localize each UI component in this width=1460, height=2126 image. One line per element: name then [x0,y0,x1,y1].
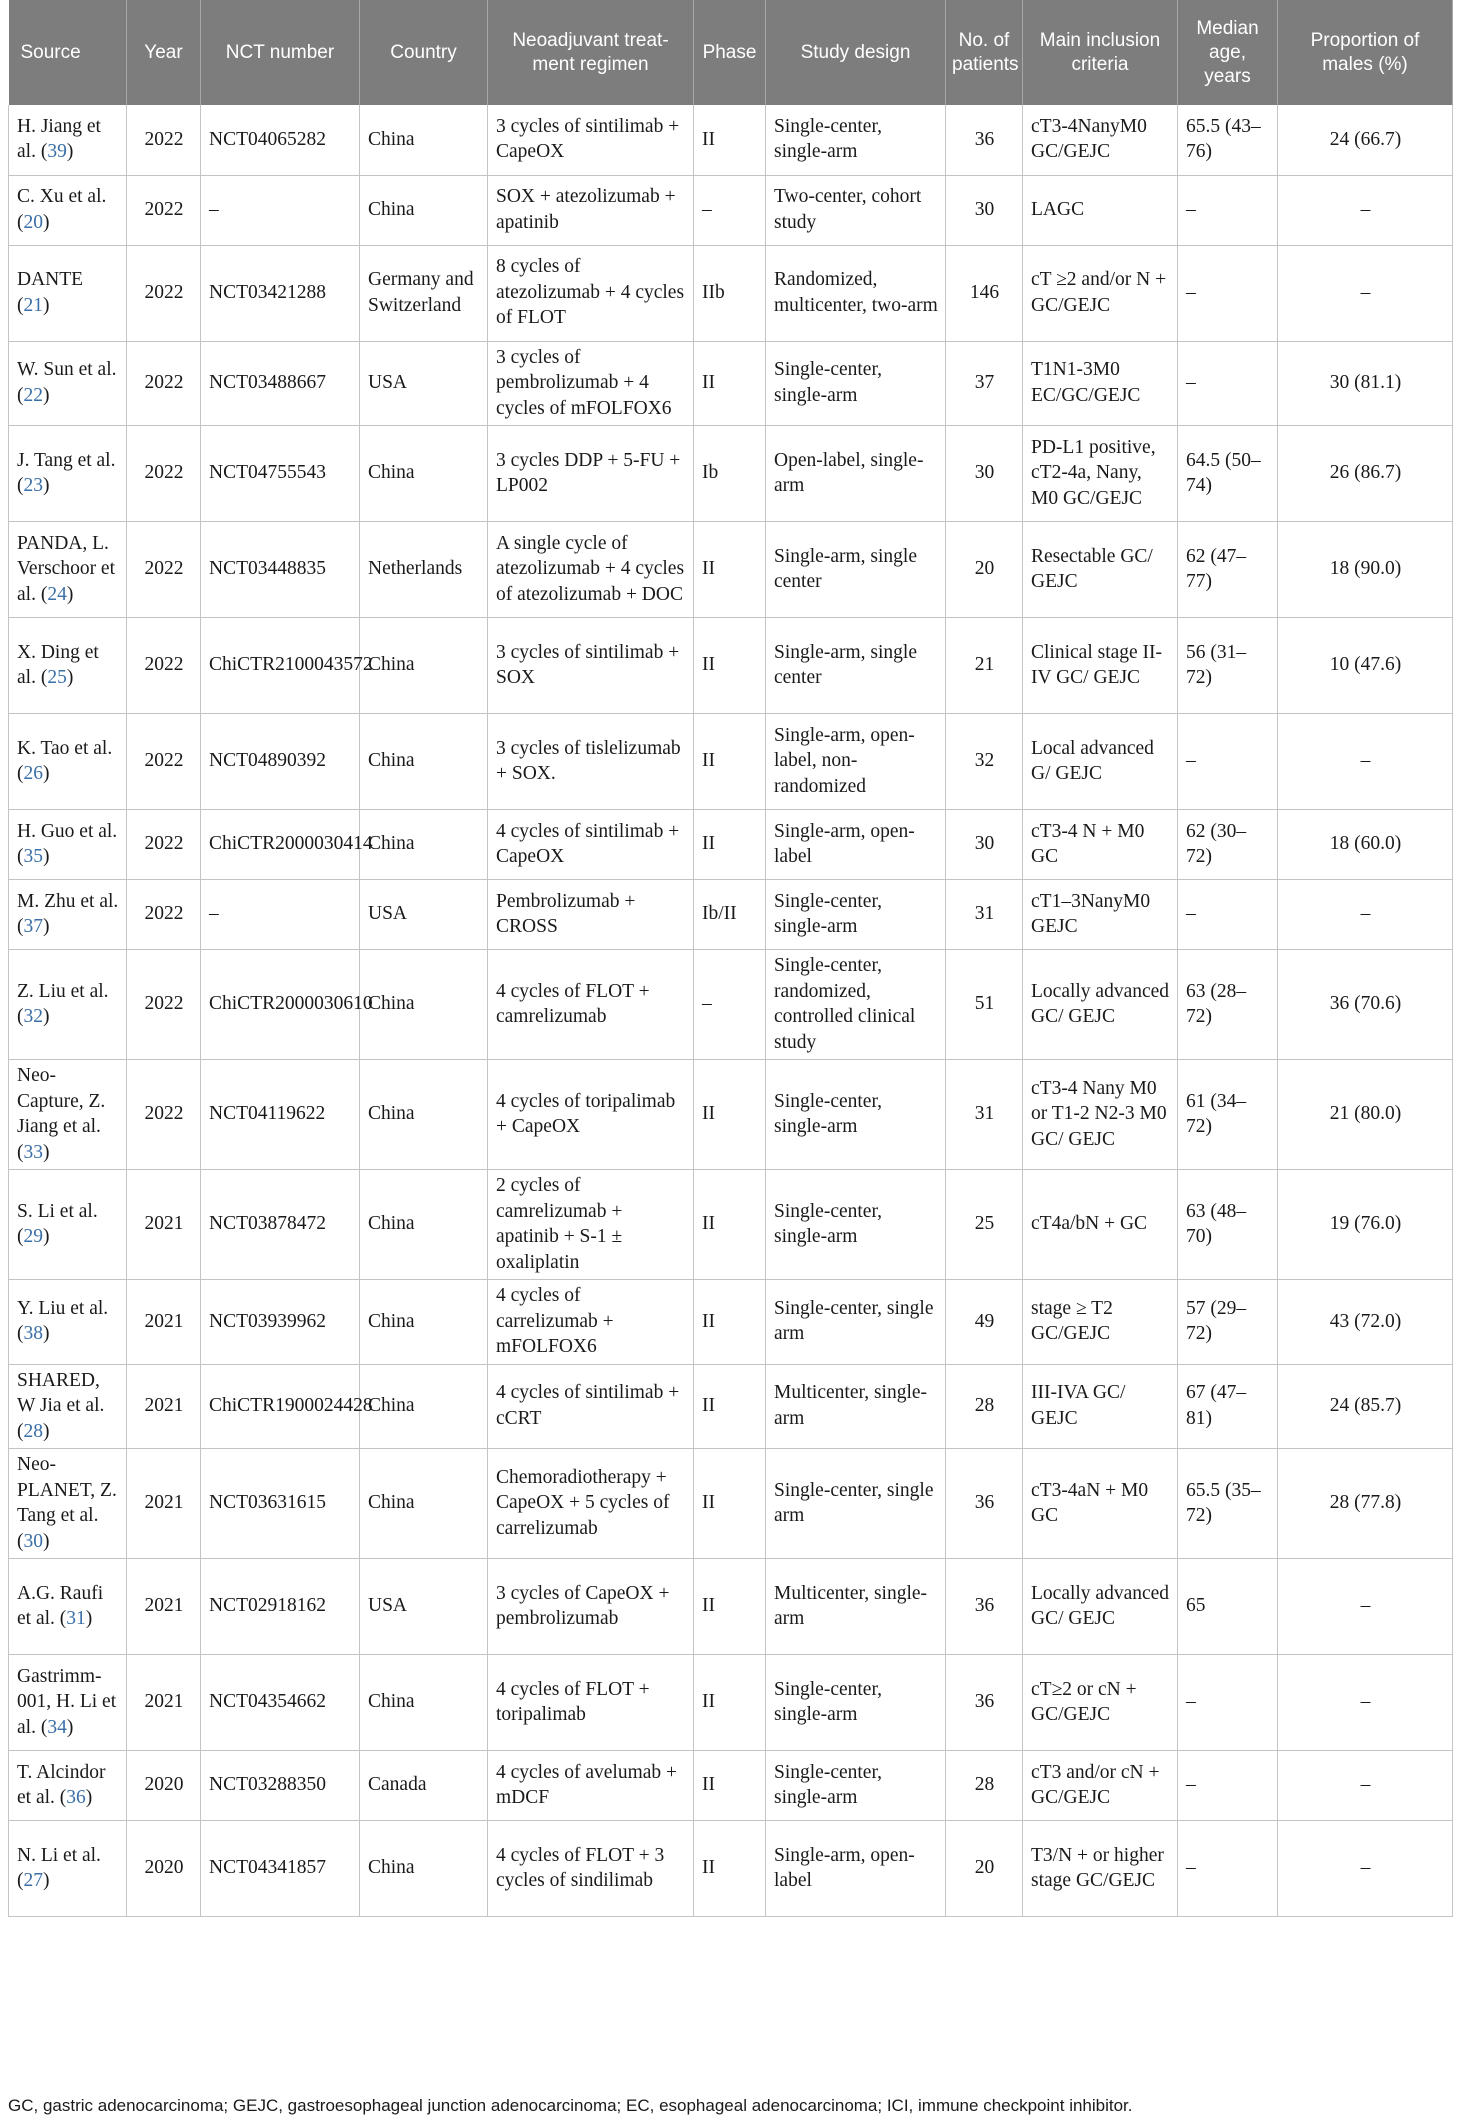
males-cell: 43 (72.0) [1278,1280,1453,1365]
table-row [9,1170,1453,1280]
source-name: T. Alcindor et al. [17,1761,106,1808]
males-cell: 21 (80.0) [1278,1060,1453,1170]
phase-cell: II [694,810,766,880]
age-cell: 64.5 (50–74) [1178,426,1278,522]
reference-link[interactable]: 34 [47,1716,67,1738]
source-cell: H. Guo et al. (35) [9,810,127,880]
source-name: S. Li et al. [17,1200,98,1222]
year-cell: 2021 [127,1449,201,1559]
nct-cell: NCT03288350 [201,1751,360,1821]
patients-cell: 25 [946,1170,1023,1280]
source-cell: SHARED, W Jia et al. (28) [9,1364,127,1449]
source-cell: S. Li et al. (29) [9,1170,127,1280]
year-cell: 2021 [127,1655,201,1751]
criteria-cell: cT4a/bN + GC [1023,1170,1178,1280]
criteria-cell: T1N1-3M0 EC/GC/GEJC [1023,341,1178,426]
patients-cell: 32 [946,714,1023,810]
nct-cell: NCT04755543 [201,426,360,522]
males-cell: 30 (81.1) [1278,341,1453,426]
males-cell: 18 (60.0) [1278,810,1453,880]
table-footnote: GC, gastric adenocarcinoma; GEJC, gastroesophageal junction adenocarcinoma; EC, esophageal adenocarcinoma; ICI, immune checkpoint inhibitor. [8,2096,1133,2115]
phase-cell: II [694,522,766,618]
source-cell: DANTE (21) [9,245,127,341]
country-cell: China [360,105,488,175]
country-cell: China [360,618,488,714]
source-cell: N. Li et al. (27) [9,1821,127,1917]
age-cell: – [1178,341,1278,426]
study-table [8,0,1453,1917]
patients-cell: 28 [946,1364,1023,1449]
source-name: C. Xu et al. [17,186,107,207]
nct-cell: NCT02918162 [201,1559,360,1655]
source-cell: PANDA, L. Verschoor et al. (24) [9,522,127,618]
nct-cell: NCT03421288 [201,245,360,341]
year-cell: 2020 [127,1751,201,1821]
country-cell: Germany and Switzerland [360,245,488,341]
patients-cell: 31 [946,1060,1023,1170]
regimen-cell: 4 cycles of FLOT + camrelizumab [488,950,694,1060]
nct-cell: NCT04890392 [201,714,360,810]
patients-cell: 31 [946,880,1023,950]
regimen-cell: 4 cycles of carrelizumab + mFOLFOX6 [488,1280,694,1365]
design-cell: Single-arm, open-label, non-randomized [766,714,946,810]
year-cell: 2022 [127,522,201,618]
criteria-cell: stage ≥ T2 GC/GEJC [1023,1280,1178,1365]
patients-cell: 36 [946,1449,1023,1559]
table-row [9,1655,1453,1751]
males-cell: 18 (90.0) [1278,522,1453,618]
phase-cell: II [694,105,766,175]
year-cell: 2022 [127,880,201,950]
table-row [9,714,1453,810]
year-cell: 2022 [127,175,201,245]
source-cell: J. Tang et al. (23) [9,426,127,522]
year-cell: 2021 [127,1170,201,1280]
criteria-cell: Local advanced G/ GEJC [1023,714,1178,810]
table-row [9,1559,1453,1655]
phase-cell: – [694,950,766,1060]
age-cell: 65.5 (35–72) [1178,1449,1278,1559]
header-regimen: Neoadjuvant treat-ment regimen [488,0,694,105]
regimen-cell: 8 cycles of atezolizumab + 4 cycles of FLOT [488,245,694,341]
phase-cell: II [694,1449,766,1559]
age-cell: – [1178,1751,1278,1821]
source-name: Y. Liu et al. [17,1297,109,1319]
criteria-cell: PD-L1 positive, cT2-4a, Nany, M0 GC/GEJC [1023,426,1178,522]
source-cell: Y. Liu et al. (38) [9,1280,127,1365]
phase-cell: II [694,1559,766,1655]
criteria-cell: III-IVA GC/ GEJC [1023,1364,1178,1449]
reference-link[interactable]: 30 [23,1530,43,1552]
nct-cell: NCT04341857 [201,1821,360,1917]
phase-cell: II [694,1170,766,1280]
phase-cell: II [694,1655,766,1751]
design-cell: Randomized, multicenter, two-arm [766,245,946,341]
year-cell: 2022 [127,245,201,341]
source-name: K. Tao et al. [17,737,113,759]
reference-link[interactable]: 38 [23,1323,43,1345]
reference-link[interactable]: 37 [23,916,43,937]
age-cell: – [1178,880,1278,950]
regimen-cell: 4 cycles of sintilimab + cCRT [488,1364,694,1449]
design-cell: Multicenter, single-arm [766,1364,946,1449]
source-cell: W. Sun et al. (22) [9,341,127,426]
males-cell: – [1278,245,1453,341]
males-cell: – [1278,1559,1453,1655]
patients-cell: 146 [946,245,1023,341]
regimen-cell: 2 cycles of camrelizumab + apatinib + S-1 ± oxaliplatin [488,1170,694,1280]
design-cell: Single-center, single-arm [766,105,946,175]
nct-cell: ChiCTR2000030610 [201,950,360,1060]
source-cell: T. Alcindor et al. (36) [9,1751,127,1821]
country-cell: China [360,714,488,810]
phase-cell: II [694,714,766,810]
source-cell: Neo-PLANET, Z. Tang et al. (30) [9,1449,127,1559]
source-cell: Z. Liu et al. (32) [9,950,127,1060]
country-cell: China [360,1060,488,1170]
year-cell: 2022 [127,714,201,810]
country-cell: USA [360,341,488,426]
country-cell: China [360,950,488,1060]
header-design: Study design [766,0,946,105]
source-name: J. Tang et al. [17,449,116,471]
table-row [9,880,1453,950]
regimen-cell: 3 cycles of sintilimab + CapeOX [488,105,694,175]
nct-cell: NCT03878472 [201,1170,360,1280]
age-cell: 62 (30–72) [1178,810,1278,880]
patients-cell: 30 [946,810,1023,880]
year-cell: 2021 [127,1364,201,1449]
age-cell: – [1178,175,1278,245]
reference-link[interactable]: 29 [23,1226,43,1247]
country-cell: China [360,1821,488,1917]
nct-cell: NCT04354662 [201,1655,360,1751]
source-name: X. Ding et al. [17,641,99,688]
phase-cell: IIb [694,245,766,341]
age-cell: – [1178,1655,1278,1751]
phase-cell: II [694,1821,766,1917]
age-cell: – [1178,245,1278,341]
country-cell: China [360,175,488,245]
source-cell: H. Jiang et al. (39) [9,105,127,175]
source-cell: Gastrimm-001, H. Li et al. (34) [9,1655,127,1751]
source-cell: M. Zhu et al. (37) [9,880,127,950]
source-cell: Neo-Capture, Z. Jiang et al. (33) [9,1060,127,1170]
regimen-cell: 3 cycles DDP + 5-FU + LP002 [488,426,694,522]
country-cell: China [360,1655,488,1751]
phase-cell: II [694,341,766,426]
reference-link[interactable]: 32 [23,1006,43,1027]
reference-link[interactable]: 28 [23,1420,43,1442]
age-cell: 65.5 (43–76) [1178,105,1278,175]
year-cell: 2022 [127,618,201,714]
age-cell: 63 (48–70) [1178,1170,1278,1280]
country-cell: USA [360,1559,488,1655]
year-cell: 2021 [127,1559,201,1655]
phase-cell: II [694,1364,766,1449]
header-country: Country [360,0,488,105]
regimen-cell: 3 cycles of pembrolizumab + 4 cycles of mFOLFOX6 [488,341,694,426]
header-criteria: Main inclusion criteria [1023,0,1178,105]
table-row [9,1364,1453,1449]
males-cell: 24 (66.7) [1278,105,1453,175]
regimen-cell: 4 cycles of avelumab + mDCF [488,1751,694,1821]
regimen-cell: 3 cycles of sintilimab + SOX [488,618,694,714]
patients-cell: 20 [946,522,1023,618]
header-patients: No. of patients [946,0,1023,105]
criteria-cell: cT3-4NanyM0 GC/GEJC [1023,105,1178,175]
patients-cell: 30 [946,175,1023,245]
nct-cell: NCT04119622 [201,1060,360,1170]
nct-cell: NCT03488667 [201,341,360,426]
nct-cell: NCT03448835 [201,522,360,618]
regimen-cell: 4 cycles of FLOT + toripalimab [488,1655,694,1751]
year-cell: 2022 [127,341,201,426]
criteria-cell: cT3-4 Nany M0 or T1-2 N2-3 M0 GC/ GEJC [1023,1060,1178,1170]
header-age: Median age, years [1178,0,1278,105]
regimen-cell: Chemoradiotherapy + CapeOX + 5 cycles of carrelizumab [488,1449,694,1559]
source-name: N. Li et al. [17,1844,101,1866]
source-name: A.G. Raufi et al. [17,1582,104,1629]
males-cell: – [1278,1655,1453,1751]
reference-link[interactable]: 22 [23,384,43,406]
reference-link[interactable]: 20 [23,211,43,233]
phase-cell: II [694,618,766,714]
reference-link[interactable]: 33 [23,1141,43,1163]
table-row [9,618,1453,714]
design-cell: Single-center, single-arm [766,1655,946,1751]
criteria-cell: T3/N + or higher stage GC/GEJC [1023,1821,1178,1917]
patients-cell: 20 [946,1821,1023,1917]
age-cell: 67 (47–81) [1178,1364,1278,1449]
design-cell: Single-arm, single center [766,522,946,618]
table-header [9,0,1453,105]
table-body [9,105,1453,1917]
reference-link[interactable]: 21 [23,294,43,316]
nct-cell: ChiCTR1900024428 [201,1364,360,1449]
reference-link[interactable]: 26 [23,763,43,784]
country-cell: USA [360,880,488,950]
table-row [9,175,1453,245]
regimen-cell: 3 cycles of tislelizumab + SOX. [488,714,694,810]
reference-link[interactable]: 39 [47,141,67,163]
source-cell: A.G. Raufi et al. (31) [9,1559,127,1655]
phase-cell: II [694,1280,766,1365]
reference-link[interactable]: 27 [23,1870,43,1891]
males-cell: – [1278,175,1453,245]
design-cell: Single-center, single arm [766,1449,946,1559]
table-row [9,105,1453,175]
source-name: PANDA, L. Verschoor et al. [17,532,116,605]
source-name: SHARED, W Jia et al. [17,1369,105,1416]
reference-link[interactable]: 36 [66,1787,86,1808]
country-cell: China [360,1364,488,1449]
year-cell: 2022 [127,1060,201,1170]
year-cell: 2022 [127,810,201,880]
regimen-cell: 4 cycles of toripalimab + CapeOX [488,1060,694,1170]
males-cell: – [1278,1751,1453,1821]
table-row [9,1751,1453,1821]
nct-cell: NCT03631615 [201,1449,360,1559]
regimen-cell: SOX + atezolizumab + apatinib [488,175,694,245]
males-cell: – [1278,880,1453,950]
nct-cell: – [201,880,360,950]
table-row [9,810,1453,880]
age-cell: 65 [1178,1559,1278,1655]
design-cell: Open-label, single-arm [766,426,946,522]
design-cell: Single-arm, open-label [766,1821,946,1917]
patients-cell: 51 [946,950,1023,1060]
table-row [9,341,1453,426]
regimen-cell: 3 cycles of CapeOX + pembrolizumab [488,1559,694,1655]
patients-cell: 36 [946,105,1023,175]
header-phase: Phase [694,0,766,105]
design-cell: Single-center, single-arm [766,1170,946,1280]
patients-cell: 30 [946,426,1023,522]
regimen-cell: 4 cycles of FLOT + 3 cycles of sindilimab [488,1821,694,1917]
criteria-cell: Clinical stage II-IV GC/ GEJC [1023,618,1178,714]
design-cell: Two-center, cohort study [766,175,946,245]
header-males: Proportion of males (%) [1278,0,1453,105]
table-container [8,0,1452,1917]
country-cell: China [360,1280,488,1365]
criteria-cell: LAGC [1023,175,1178,245]
country-cell: China [360,810,488,880]
males-cell: 36 (70.6) [1278,950,1453,1060]
phase-cell: – [694,175,766,245]
source-name: Neo-PLANET, Z. Tang et al. [17,1454,117,1526]
table-row [9,1449,1453,1559]
age-cell: 61 (34–72) [1178,1060,1278,1170]
source-name: M. Zhu et al. [17,890,119,912]
males-cell: 24 (85.7) [1278,1364,1453,1449]
age-cell: 57 (29–72) [1178,1280,1278,1365]
source-name: H. Guo et al. [17,820,118,842]
design-cell: Single-center, single arm [766,1280,946,1365]
table-row [9,1280,1453,1365]
regimen-cell: Pembrolizumab + CROSS [488,880,694,950]
males-cell: – [1278,714,1453,810]
patients-cell: 49 [946,1280,1023,1365]
source-cell: X. Ding et al. (25) [9,618,127,714]
criteria-cell: Locally advanced GC/ GEJC [1023,1559,1178,1655]
reference-link[interactable]: 23 [23,475,43,496]
year-cell: 2022 [127,105,201,175]
year-cell: 2022 [127,426,201,522]
criteria-cell: cT3-4aN + M0 GC [1023,1449,1178,1559]
design-cell: Single-center, single-arm [766,1060,946,1170]
nct-cell: NCT04065282 [201,105,360,175]
patients-cell: 36 [946,1559,1023,1655]
reference-link[interactable]: 35 [23,846,43,867]
criteria-cell: cT ≥2 and/or N + GC/GEJC [1023,245,1178,341]
patients-cell: 28 [946,1751,1023,1821]
patients-cell: 36 [946,1655,1023,1751]
patients-cell: 21 [946,618,1023,714]
age-cell: 62 (47–77) [1178,522,1278,618]
year-cell: 2020 [127,1821,201,1917]
patients-cell: 37 [946,341,1023,426]
source-name: W. Sun et al. [17,359,117,381]
nct-cell: NCT03939962 [201,1280,360,1365]
country-cell: China [360,1170,488,1280]
table-row [9,950,1453,1060]
header-source: Source [9,0,127,105]
table-row [9,1821,1453,1917]
source-cell: K. Tao et al. (26) [9,714,127,810]
nct-cell: ChiCTR2100043572 [201,618,360,714]
phase-cell: II [694,1060,766,1170]
source-name: Z. Liu et al. [17,980,109,1002]
males-cell: – [1278,1821,1453,1917]
source-name: Gastrimm-001, H. Li et al. [17,1665,117,1738]
criteria-cell: Resectable GC/ GEJC [1023,522,1178,618]
table-row [9,245,1453,341]
criteria-cell: cT≥2 or cN + GC/GEJC [1023,1655,1178,1751]
source-cell: C. Xu et al. (20) [9,175,127,245]
design-cell: Single-arm, open-label [766,810,946,880]
design-cell: Multicenter, single-arm [766,1559,946,1655]
year-cell: 2021 [127,1280,201,1365]
age-cell: – [1178,714,1278,810]
header-year: Year [127,0,201,105]
country-cell: China [360,426,488,522]
criteria-cell: cT3 and/or cN + GC/GEJC [1023,1751,1178,1821]
design-cell: Single-center, randomized, controlled clinical study [766,950,946,1060]
design-cell: Single-arm, single center [766,618,946,714]
nct-cell: ChiCTR2000030414 [201,810,360,880]
reference-link[interactable]: 25 [47,667,67,688]
table-row [9,522,1453,618]
regimen-cell: 4 cycles of sintilimab + CapeOX [488,810,694,880]
criteria-cell: Locally advanced GC/ GEJC [1023,950,1178,1060]
header-nct: NCT number [201,0,360,105]
design-cell: Single-center, single-arm [766,341,946,426]
year-cell: 2022 [127,950,201,1060]
age-cell: – [1178,1821,1278,1917]
design-cell: Single-center, single-arm [766,880,946,950]
nct-cell: – [201,175,360,245]
regimen-cell: A single cycle of atezolizumab + 4 cycles of atezolizumab + DOC [488,522,694,618]
source-name: DANTE [17,269,84,290]
age-cell: 56 (31–72) [1178,618,1278,714]
reference-link[interactable]: 31 [66,1608,86,1629]
males-cell: 10 (47.6) [1278,618,1453,714]
males-cell: 28 (77.8) [1278,1449,1453,1559]
table-row [9,426,1453,522]
criteria-cell: cT1–3NanyM0 GEJC [1023,880,1178,950]
phase-cell: Ib [694,426,766,522]
source-name: H. Jiang et al. [17,115,101,163]
phase-cell: II [694,1751,766,1821]
males-cell: 26 (86.7) [1278,426,1453,522]
criteria-cell: cT3-4 N + M0 GC [1023,810,1178,880]
table-row [9,1060,1453,1170]
age-cell: 63 (28–72) [1178,950,1278,1060]
country-cell: China [360,1449,488,1559]
males-cell: 19 (76.0) [1278,1170,1453,1280]
reference-link[interactable]: 24 [47,583,67,605]
design-cell: Single-center, single-arm [766,1751,946,1821]
country-cell: Canada [360,1751,488,1821]
country-cell: Netherlands [360,522,488,618]
phase-cell: Ib/II [694,880,766,950]
source-name: Neo-Capture, Z. Jiang et al. [17,1065,106,1137]
